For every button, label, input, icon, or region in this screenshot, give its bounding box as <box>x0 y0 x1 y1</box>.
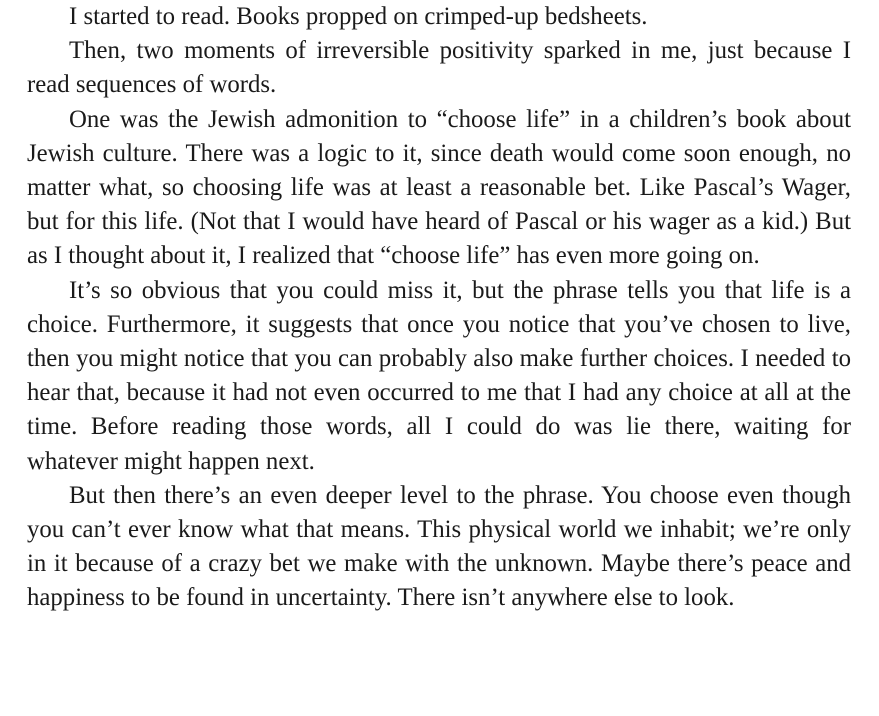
document-page <box>27 0 851 616</box>
paragraph-4: It’s so obvious that you could miss it, but the phrase tells you that life is a choice. Furthermore, it suggests that once you notice that you’ve chosen to live, then you might notice that you can probably also make further choices. I needed to hear that, because it had not even occurred to me that I had any choice at all at the time. Before reading those words, all I could do was lie there, waiting for whatever might happen next. <box>27 276 851 475</box>
paragraph-5: But then there’s an even deeper level to the phrase. You choose even though you can’t ever know what that means. This physical world we inhabit; we’re only in it because of a crazy bet we make with the unknown. Maybe there’s peace and happiness to be found in uncertainty. There isn’t anywhere else to look. <box>27 481 851 612</box>
paragraph-1: I started to read. Books propped on crimped-up bedsheets. <box>69 3 648 30</box>
paragraph-2: Then, two moments of irreversible positivity sparked in me, just because I read sequences of words. <box>27 37 851 99</box>
paragraph-3: One was the Jewish admonition to “choose life” in a children’s book about Jewish culture. There was a logic to it, since death would come soon enough, no matter what, so choosing life was at least a reasonable bet. Like Pascal’s Wager, but for this life. (Not that I would have heard of Pascal or his wager as a kid.) But as I thought about it, I realized that “choose life” has even more going on. <box>27 105 851 270</box>
